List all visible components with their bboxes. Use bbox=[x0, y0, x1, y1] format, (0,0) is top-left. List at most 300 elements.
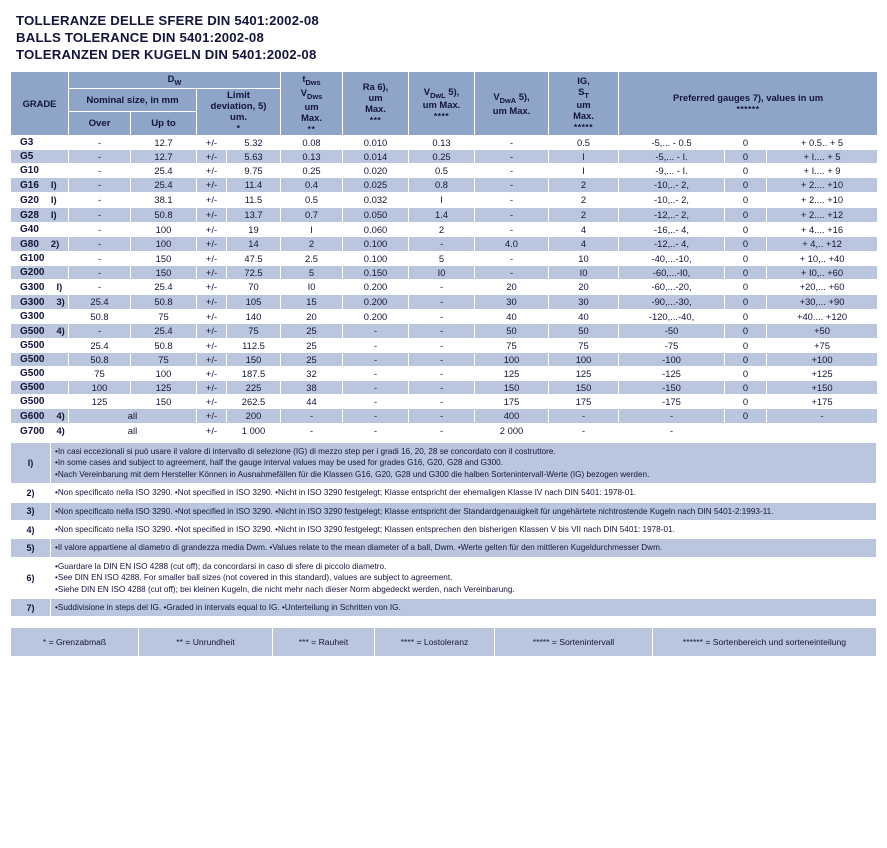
header-vdwl-v: V bbox=[423, 85, 431, 97]
cell-gauge-positive: +75 bbox=[767, 338, 878, 352]
table-row bbox=[11, 394, 878, 408]
table-row bbox=[11, 352, 878, 366]
cell-gauge-negative: - bbox=[619, 408, 725, 423]
header-vdwa-unit: um Max. bbox=[492, 104, 531, 116]
header-tdws-t: t bbox=[302, 73, 306, 85]
cell-over: - bbox=[69, 149, 131, 163]
cell-gauge-zero: 0 bbox=[725, 149, 767, 163]
cell-vdwl: I0 bbox=[409, 265, 475, 279]
cell-tdws-vdws: I bbox=[281, 222, 343, 236]
cell-gauge-negative: -5,... - 0.5 bbox=[619, 135, 725, 149]
cell-vdwl: - bbox=[409, 323, 475, 338]
cell-grade: G28 I) bbox=[11, 207, 69, 222]
cell-vdwl: - bbox=[409, 394, 475, 408]
cell-plusminus: +/- bbox=[197, 338, 227, 352]
cell-over: - bbox=[69, 323, 131, 338]
cell-ra: - bbox=[343, 380, 409, 394]
cell-limit-deviation: 140 bbox=[227, 309, 281, 323]
table-row bbox=[11, 265, 878, 279]
cell-limit-deviation: 187.5 bbox=[227, 366, 281, 380]
header-ig-s: S bbox=[578, 85, 585, 97]
header-ig bbox=[549, 72, 619, 136]
header-ig-sub: T bbox=[584, 90, 589, 100]
footnote-row bbox=[11, 502, 877, 520]
legend-table bbox=[10, 627, 877, 657]
cell-gauge-zero: 0 bbox=[725, 265, 767, 279]
table-row bbox=[11, 408, 878, 423]
cell-vdwa: 75 bbox=[475, 338, 549, 352]
footnote-row bbox=[11, 442, 877, 483]
table-row bbox=[11, 338, 878, 352]
cell-gauge-positive: + 2.... +12 bbox=[767, 207, 878, 222]
cell-gauge-zero: 0 bbox=[725, 135, 767, 149]
cell-plusminus: +/- bbox=[197, 163, 227, 177]
cell-tdws-vdws: 38 bbox=[281, 380, 343, 394]
cell-ig: 2 bbox=[549, 177, 619, 192]
cell-gauge-zero: 0 bbox=[725, 222, 767, 236]
cell-gauge-negative: -60,...-I0, bbox=[619, 265, 725, 279]
cell-plusminus: +/- bbox=[197, 192, 227, 207]
cell-limit-deviation: 9.75 bbox=[227, 163, 281, 177]
cell-gauge-positive: + 2.... +10 bbox=[767, 177, 878, 192]
footnote-key: 4) bbox=[11, 520, 51, 538]
cell-limit-deviation: 72.5 bbox=[227, 265, 281, 279]
cell-gauge-negative: -5,... - I. bbox=[619, 149, 725, 163]
table-row bbox=[11, 309, 878, 323]
cell-plusminus: +/- bbox=[197, 265, 227, 279]
footnote-text bbox=[51, 502, 877, 520]
cell-ra: - bbox=[343, 423, 409, 438]
cell-upto: 12.7 bbox=[131, 135, 197, 149]
cell-gauge-positive: +30,... +90 bbox=[767, 294, 878, 309]
cell-vdwl: - bbox=[409, 380, 475, 394]
cell-vdwa: 400 bbox=[475, 408, 549, 423]
header-tdws-sub2: Dws bbox=[307, 91, 323, 101]
header-limdev-l1: Limit bbox=[227, 89, 250, 101]
legend-cell: *** = Rauheit bbox=[273, 628, 375, 657]
cell-over: 125 bbox=[69, 394, 131, 408]
cell-vdwl: 1.4 bbox=[409, 207, 475, 222]
footnote-line: •See DIN EN ISO 4288. For smaller ball sizes (not covered in this standard), values are subject to agreement. bbox=[55, 573, 453, 583]
cell-grade-note: 2) bbox=[50, 237, 60, 249]
cell-gauge-zero: 0 bbox=[725, 251, 767, 265]
cell-gauge-zero: 0 bbox=[725, 352, 767, 366]
cell-grade: G10 bbox=[11, 163, 69, 177]
header-vdwa-note: 5), bbox=[516, 91, 530, 102]
cell-grade: G300 bbox=[11, 309, 69, 323]
header-vdwa-v: V bbox=[493, 91, 500, 102]
cell-gauge-zero: 0 bbox=[725, 294, 767, 309]
table-row bbox=[11, 366, 878, 380]
cell-grade: G80 2) bbox=[11, 236, 69, 251]
cell-nominal-all: all bbox=[69, 408, 197, 423]
footnote-text bbox=[51, 557, 877, 598]
cell-over: - bbox=[69, 163, 131, 177]
cell-ig: 75 bbox=[549, 338, 619, 352]
cell-gauge-negative: -120,...-40, bbox=[619, 309, 725, 323]
header-ra-l1: Ra 6), bbox=[362, 81, 389, 93]
cell-tdws-vdws: 44 bbox=[281, 394, 343, 408]
cell-vdwl: I bbox=[409, 192, 475, 207]
cell-tdws-vdws: - bbox=[281, 408, 343, 423]
cell-limit-deviation: 262.5 bbox=[227, 394, 281, 408]
header-tdws-sub1: Dws bbox=[305, 77, 321, 87]
cell-ra: - bbox=[343, 408, 409, 423]
cell-plusminus: +/- bbox=[197, 323, 227, 338]
cell-grade: G5 bbox=[11, 149, 69, 163]
cell-vdwl: - bbox=[409, 279, 475, 294]
cell-gauge-negative: -75 bbox=[619, 338, 725, 352]
table-row bbox=[11, 423, 878, 438]
cell-gauge-zero: 0 bbox=[725, 380, 767, 394]
cell-plusminus: +/- bbox=[197, 135, 227, 149]
header-upto: Up to bbox=[131, 112, 197, 136]
footnote-text bbox=[51, 520, 877, 538]
cell-gauge-zero: 0 bbox=[725, 338, 767, 352]
table-body bbox=[11, 135, 878, 438]
cell-vdwa: 150 bbox=[475, 380, 549, 394]
cell-limit-deviation: 105 bbox=[227, 294, 281, 309]
cell-nominal-all: all bbox=[69, 423, 197, 438]
cell-upto: 150 bbox=[131, 251, 197, 265]
cell-upto: 38.1 bbox=[131, 192, 197, 207]
footnote-text bbox=[51, 484, 877, 502]
cell-tdws-vdws: 2 bbox=[281, 236, 343, 251]
cell-over: 50.8 bbox=[69, 352, 131, 366]
header-vdwa-sub: DwA bbox=[499, 95, 517, 105]
cell-gauge-negative: -175 bbox=[619, 394, 725, 408]
cell-plusminus: +/- bbox=[197, 423, 227, 438]
cell-over: - bbox=[69, 177, 131, 192]
cell-vdwl: - bbox=[409, 338, 475, 352]
footnote-line: •Guardare la DIN EN ISO 4288 (cut off); da concordarsi in caso di sfere di piccolo diametro. bbox=[55, 561, 387, 571]
cell-ig: 150 bbox=[549, 380, 619, 394]
header-gauges-label: Preferred gauges 7), values in um bbox=[672, 92, 824, 104]
table-row bbox=[11, 207, 878, 222]
footnote-line: •Nach Vereinbarung mit dem Hersteller Können in Ausnahmefällen für die Klassen G16, G20, G28 und G300 die halben Sortenintervall-Werte (IG) bezogen werden. bbox=[55, 469, 650, 479]
cell-vdwa: 50 bbox=[475, 323, 549, 338]
header-nominal-size: Nominal size, in mm bbox=[69, 88, 197, 112]
cell-vdwa: - bbox=[475, 192, 549, 207]
header-vdwl bbox=[409, 72, 475, 136]
cell-plusminus: +/- bbox=[197, 251, 227, 265]
header-limdev-stars: * bbox=[236, 122, 241, 133]
cell-tdws-vdws: 0.13 bbox=[281, 149, 343, 163]
cell-ig: - bbox=[549, 408, 619, 423]
header-tdws-max: Max. bbox=[301, 111, 322, 123]
cell-gauge-positive: - bbox=[767, 408, 878, 423]
cell-grade-note: I) bbox=[56, 280, 63, 292]
header-gauges-stars: ****** bbox=[736, 104, 760, 115]
cell-plusminus: +/- bbox=[197, 177, 227, 192]
cell-ig: 50 bbox=[549, 323, 619, 338]
cell-plusminus: +/- bbox=[197, 294, 227, 309]
header-dw-label: D bbox=[167, 73, 175, 84]
cell-gauge-positive: + 0.5.. + 5 bbox=[767, 135, 878, 149]
footnotes-body bbox=[11, 442, 877, 616]
cell-tdws-vdws: 20 bbox=[281, 309, 343, 323]
title-it: TOLLERANZE DELLE SFERE DIN 5401:2002-08 bbox=[16, 13, 319, 28]
header-dw bbox=[69, 72, 281, 89]
cell-plusminus: +/- bbox=[197, 309, 227, 323]
cell-ra: - bbox=[343, 366, 409, 380]
cell-over: - bbox=[69, 236, 131, 251]
cell-limit-deviation: 11.5 bbox=[227, 192, 281, 207]
header-tdws-v: V bbox=[300, 86, 308, 98]
cell-ra: 0.010 bbox=[343, 135, 409, 149]
legend-row bbox=[11, 628, 877, 657]
cell-ra: - bbox=[343, 338, 409, 352]
cell-vdwl: 5 bbox=[409, 251, 475, 265]
cell-tdws-vdws: 2.5 bbox=[281, 251, 343, 265]
footnote-row bbox=[11, 557, 877, 598]
legend-cell: ***** = Sortenintervall bbox=[495, 628, 653, 657]
cell-ig: - bbox=[549, 423, 619, 438]
footnotes-table bbox=[10, 442, 877, 617]
cell-gauge-positive: +20,... +60 bbox=[767, 279, 878, 294]
cell-ra: 0.200 bbox=[343, 309, 409, 323]
cell-grade-note: I) bbox=[50, 178, 57, 190]
cell-ig: 10 bbox=[549, 251, 619, 265]
cell-vdwa: 40 bbox=[475, 309, 549, 323]
cell-gauge-positive: + I0,.. +60 bbox=[767, 265, 878, 279]
cell-over: - bbox=[69, 265, 131, 279]
cell-limit-deviation: 5.32 bbox=[227, 135, 281, 149]
legend-cell: * = Grenzabmaß bbox=[11, 628, 139, 657]
cell-tdws-vdws: 15 bbox=[281, 294, 343, 309]
cell-gauge-negative: -9,... - I. bbox=[619, 163, 725, 177]
footnote-key: 5) bbox=[11, 539, 51, 557]
cell-vdwa: 4.0 bbox=[475, 236, 549, 251]
cell-upto: 25.4 bbox=[131, 163, 197, 177]
cell-plusminus: +/- bbox=[197, 222, 227, 236]
cell-grade: G500 bbox=[11, 352, 69, 366]
cell-ig: 2 bbox=[549, 192, 619, 207]
cell-limit-deviation: 200 bbox=[227, 408, 281, 423]
legend-cell: ****** = Sortenbereich und sorteneinteilung bbox=[653, 628, 877, 657]
cell-vdwa: 100 bbox=[475, 352, 549, 366]
document-titles bbox=[16, 12, 877, 63]
title-en: BALLS TOLERANCE DIN 5401:2002-08 bbox=[16, 30, 264, 45]
legend-cell: **** = Lostoleranz bbox=[375, 628, 495, 657]
cell-upto: 150 bbox=[131, 394, 197, 408]
cell-plusminus: +/- bbox=[197, 236, 227, 251]
footnote-text bbox=[51, 442, 877, 483]
cell-ra: 0.060 bbox=[343, 222, 409, 236]
footnote-line: •Non specificato nella ISO 3290. •Not specified in ISO 3290. •Nicht in ISO 3290 festgelegt; Klasse entspricht der Standardgenauigkeit für ungehärtete nichtrostende Kugeln nach DIN 5401-2:1993-11. bbox=[55, 506, 774, 516]
header-ig-max: Max. bbox=[573, 110, 594, 122]
cell-limit-deviation: 47.5 bbox=[227, 251, 281, 265]
cell-upto: 25.4 bbox=[131, 279, 197, 294]
cell-vdwl: - bbox=[409, 366, 475, 380]
header-grade: GRADE bbox=[11, 72, 69, 136]
cell-vdwa: - bbox=[475, 135, 549, 149]
header-limdev-l3: um. bbox=[229, 111, 248, 123]
cell-ig: 4 bbox=[549, 222, 619, 236]
cell-upto: 100 bbox=[131, 366, 197, 380]
cell-gauge-positive: + 4.... +16 bbox=[767, 222, 878, 236]
cell-ra: - bbox=[343, 323, 409, 338]
legend-cell: ** = Unrundheit bbox=[139, 628, 273, 657]
table-row bbox=[11, 294, 878, 309]
footnote-line: •In some cases and subject to agreement, half the gauge interval values may be used for grades G16, G20, G28 and G300. bbox=[55, 458, 503, 468]
cell-vdwl: 0.8 bbox=[409, 177, 475, 192]
cell-limit-deviation: 11.4 bbox=[227, 177, 281, 192]
cell-over: - bbox=[69, 279, 131, 294]
table-row bbox=[11, 222, 878, 236]
cell-vdwl: 0.13 bbox=[409, 135, 475, 149]
footnote-key: 3) bbox=[11, 502, 51, 520]
cell-gauge-zero: 0 bbox=[725, 177, 767, 192]
cell-upto: 75 bbox=[131, 309, 197, 323]
cell-grade: G200 bbox=[11, 265, 69, 279]
footnote-line: •Suddivisione in steps del IG. •Graded in intervals equal to IG. •Unterteilung in Schritten von IG. bbox=[55, 602, 401, 612]
cell-gauge-positive: + 4,.. +12 bbox=[767, 236, 878, 251]
cell-gauge-positive: +40.... +120 bbox=[767, 309, 878, 323]
cell-grade: G500 bbox=[11, 380, 69, 394]
footnote-key: 2) bbox=[11, 484, 51, 502]
header-preferred-gauges bbox=[619, 72, 878, 136]
cell-grade: G500 bbox=[11, 366, 69, 380]
header-row-1 bbox=[11, 72, 878, 89]
cell-gauge-negative: -90,...-30, bbox=[619, 294, 725, 309]
footnote-text bbox=[51, 539, 877, 557]
header-vdwa bbox=[475, 72, 549, 136]
cell-gauge-negative: -10,..- 2, bbox=[619, 177, 725, 192]
cell-gauge-zero bbox=[725, 423, 767, 438]
table-header bbox=[11, 72, 878, 136]
cell-tdws-vdws: 32 bbox=[281, 366, 343, 380]
cell-ra: 0.032 bbox=[343, 192, 409, 207]
cell-gauge-negative: -125 bbox=[619, 366, 725, 380]
header-vdwl-note: 5), bbox=[445, 85, 460, 97]
cell-gauge-zero: 0 bbox=[725, 192, 767, 207]
cell-gauge-negative: -60,...-20, bbox=[619, 279, 725, 294]
cell-gauge-positive: +150 bbox=[767, 380, 878, 394]
cell-grade: G300 I) bbox=[11, 279, 69, 294]
cell-plusminus: +/- bbox=[197, 149, 227, 163]
cell-gauge-positive: +125 bbox=[767, 366, 878, 380]
cell-ig: 4 bbox=[549, 236, 619, 251]
cell-tdws-vdws: 25 bbox=[281, 323, 343, 338]
footnote-line: •Siehe DIN EN ISO 4288 (cut off); bei kleinen Kugeln, die nicht mehr nach dieser Norm abgedeckt werden, nach Vereinbarung. bbox=[55, 584, 515, 594]
cell-grade-note: 4) bbox=[56, 424, 65, 436]
cell-tdws-vdws: 0.25 bbox=[281, 163, 343, 177]
footnote-key: 7) bbox=[11, 598, 51, 616]
cell-grade-note: 3) bbox=[56, 295, 65, 307]
cell-ra: 0.150 bbox=[343, 265, 409, 279]
cell-limit-deviation: 5.63 bbox=[227, 149, 281, 163]
cell-gauge-positive: +100 bbox=[767, 352, 878, 366]
header-tdws-unit: um bbox=[304, 100, 319, 112]
table-row bbox=[11, 251, 878, 265]
cell-vdwa: - bbox=[475, 251, 549, 265]
cell-grade-note: I) bbox=[50, 193, 57, 205]
cell-over: - bbox=[69, 222, 131, 236]
table-row bbox=[11, 192, 878, 207]
cell-ra: 0.014 bbox=[343, 149, 409, 163]
cell-tdws-vdws: 0.5 bbox=[281, 192, 343, 207]
footnote-row bbox=[11, 484, 877, 502]
cell-ig: 175 bbox=[549, 394, 619, 408]
cell-plusminus: +/- bbox=[197, 394, 227, 408]
cell-upto: 125 bbox=[131, 380, 197, 394]
cell-over: 25.4 bbox=[69, 338, 131, 352]
cell-gauge-negative: -40,...-10, bbox=[619, 251, 725, 265]
cell-tdws-vdws: 5 bbox=[281, 265, 343, 279]
cell-ig: 100 bbox=[549, 352, 619, 366]
cell-vdwl: - bbox=[409, 408, 475, 423]
cell-vdwa: - bbox=[475, 149, 549, 163]
table-row bbox=[11, 149, 878, 163]
cell-grade: G600 4) bbox=[11, 408, 69, 423]
cell-vdwa: - bbox=[475, 265, 549, 279]
cell-ra: 0.020 bbox=[343, 163, 409, 177]
cell-gauge-zero: 0 bbox=[725, 366, 767, 380]
cell-gauge-negative: -50 bbox=[619, 323, 725, 338]
header-ig-unit: um bbox=[576, 99, 591, 111]
cell-gauge-zero: 0 bbox=[725, 236, 767, 251]
cell-plusminus: +/- bbox=[197, 380, 227, 394]
table-row bbox=[11, 135, 878, 149]
footnote-line: •Il valore appartiene al diametro di grandezza media Dwm. •Values relate to the mean diameter of a ball, Dwm. •Werte gelten für den mittleren Kugeldurchmesser Dwm. bbox=[55, 543, 663, 553]
header-ra-stars: *** bbox=[369, 115, 382, 126]
cell-over: - bbox=[69, 135, 131, 149]
cell-grade: G500 4) bbox=[11, 323, 69, 338]
cell-grade: G500 bbox=[11, 394, 69, 408]
cell-gauge-zero: 0 bbox=[725, 163, 767, 177]
header-over: Over bbox=[69, 112, 131, 136]
cell-grade: G100 bbox=[11, 251, 69, 265]
header-limdev-l2: deviation, 5) bbox=[210, 100, 267, 112]
header-tdws-vdws bbox=[281, 72, 343, 136]
cell-over: - bbox=[69, 207, 131, 222]
cell-grade-note: 4) bbox=[56, 324, 65, 336]
cell-ra: - bbox=[343, 352, 409, 366]
cell-upto: 50.8 bbox=[131, 294, 197, 309]
cell-gauge-positive: +175 bbox=[767, 394, 878, 408]
cell-ig: 30 bbox=[549, 294, 619, 309]
cell-grade: G3 bbox=[11, 135, 69, 149]
header-ra-l2: um bbox=[368, 92, 383, 104]
cell-vdwl: - bbox=[409, 294, 475, 309]
cell-ig: 20 bbox=[549, 279, 619, 294]
cell-limit-deviation: 1 000 bbox=[227, 423, 281, 438]
cell-ra: 0.025 bbox=[343, 177, 409, 192]
cell-gauge-zero: 0 bbox=[725, 394, 767, 408]
cell-upto: 100 bbox=[131, 222, 197, 236]
cell-over: 50.8 bbox=[69, 309, 131, 323]
cell-gauge-zero: 0 bbox=[725, 323, 767, 338]
cell-gauge-negative: - bbox=[619, 423, 725, 438]
cell-limit-deviation: 112.5 bbox=[227, 338, 281, 352]
cell-vdwl: 0.5 bbox=[409, 163, 475, 177]
cell-limit-deviation: 70 bbox=[227, 279, 281, 294]
header-ig-l1: IG, bbox=[577, 74, 590, 86]
cell-gauge-negative: -16,..- 4, bbox=[619, 222, 725, 236]
cell-gauge-positive: + I.... + 5 bbox=[767, 149, 878, 163]
cell-upto: 12.7 bbox=[131, 149, 197, 163]
header-ra-l3: Max. bbox=[365, 103, 386, 115]
header-vdwl-stars: **** bbox=[433, 111, 450, 122]
table-row bbox=[11, 323, 878, 338]
cell-grade: G16 I) bbox=[11, 177, 69, 192]
cell-ra: 0.200 bbox=[343, 279, 409, 294]
cell-gauge-negative: -150 bbox=[619, 380, 725, 394]
cell-plusminus: +/- bbox=[197, 408, 227, 423]
cell-vdwl: - bbox=[409, 423, 475, 438]
cell-upto: 75 bbox=[131, 352, 197, 366]
